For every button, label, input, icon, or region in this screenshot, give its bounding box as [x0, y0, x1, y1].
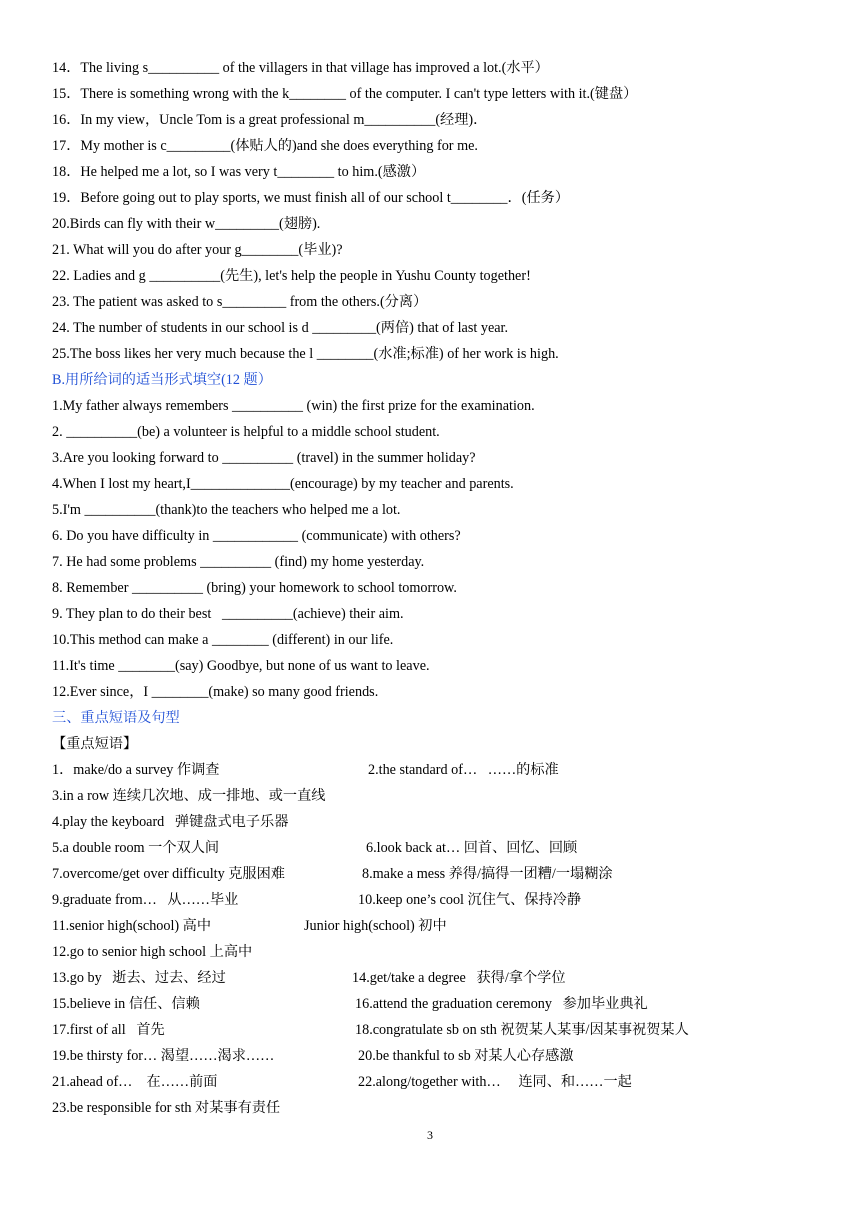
phrase-item: 12.go to senior high school 上高中 — [52, 944, 253, 960]
phrase-item: 23.be responsible for sth 对某事有责任 — [52, 1100, 281, 1116]
phrase-item: 16.attend the graduation ceremony 参加毕业典礼 — [355, 996, 648, 1012]
exercise-line: 18．He helped me a lot, so I was very t________ to him.(感激） — [52, 164, 426, 180]
exercise-line: 24. The number of students in our school is d _________(两倍) that of last year. — [52, 320, 509, 336]
exercise-line: 12.Ever since，I ________(make) so many good friends. — [52, 684, 379, 700]
phrase-item: 17.first of all 首先 — [52, 1022, 165, 1038]
exercise-line: 2. __________(be) a volunteer is helpful to a middle school student. — [52, 424, 440, 440]
phrase-item: 13.go by 逝去、过去、经过 — [52, 970, 226, 986]
section-b-heading: B.用所给词的适当形式填空(12 题） — [52, 372, 272, 388]
exercise-line: 6. Do you have difficulty in ____________ (communicate) with others? — [52, 528, 461, 544]
phrase-item: 21.ahead of… 在……前面 — [52, 1074, 218, 1090]
exercise-line: 9. They plan to do their best __________(achieve) their aim. — [52, 606, 404, 622]
exercise-line: 22. Ladies and g __________(先生), let's help the people in Yushu County together! — [52, 268, 531, 284]
phrase-item: 5.a double room 一个双人间 — [52, 840, 220, 856]
phrase-item: 19.be thirsty for… 渴望……渴求…… — [52, 1048, 275, 1064]
exercise-line: 10.This method can make a ________ (different) in our life. — [52, 632, 394, 648]
phrase-item: Junior high(school) 初中 — [304, 918, 447, 934]
phrase-item: 18.congratulate sb on sth 祝贺某人某事/因某事祝贺某人 — [355, 1022, 689, 1038]
section-3-heading: 三、重点短语及句型 — [52, 710, 180, 726]
exercise-line: 23. The patient was asked to s_________ from the others.(分离） — [52, 294, 428, 310]
phrase-item: 14.get/take a degree 获得/拿个学位 — [352, 970, 566, 986]
phrases-heading: 【重点短语】 — [52, 736, 138, 752]
phrase-item: 8.make a mess 养得/搞得一团糟/一塌糊涂 — [362, 866, 613, 882]
phrase-item: 7.overcome/get over difficulty 克服困难 — [52, 866, 285, 882]
phrase-item: 1．make/do a survey 作调查 — [52, 762, 220, 778]
exercise-line: 14．The living s__________ of the villagers in that village has improved a lot.(水平） — [52, 60, 549, 76]
exercise-line: 21. What will you do after your g________(毕业)? — [52, 242, 343, 258]
exercise-line: 15．There is something wrong with the k________ of the computer. I can't type letters with it.(键盘） — [52, 86, 638, 102]
phrase-item: 6.look back at… 回首、回忆、回顾 — [366, 840, 578, 856]
exercise-line: 17．My mother is c_________(体贴人的)and she does everything for me. — [52, 138, 478, 154]
exercise-line: 4.When I lost my heart,I______________(encourage) by my teacher and parents. — [52, 476, 514, 492]
phrase-item: 10.keep one’s cool 沉住气、保持冷静 — [358, 892, 582, 908]
phrase-item: 22.along/together with… 连同、和……一起 — [358, 1074, 632, 1090]
exercise-line: 7. He had some problems __________ (find) my home yesterday. — [52, 554, 425, 570]
exercise-line: 19．Before going out to play sports, we must finish all of our school t________．(任务） — [52, 190, 570, 206]
exercise-line: 20.Birds can fly with their w_________(翅膀). — [52, 216, 321, 232]
exercise-line: 5.I'm __________(thank)to the teachers who helped me a lot. — [52, 502, 401, 518]
phrase-item: 9.graduate from… 从……毕业 — [52, 892, 239, 908]
exercise-line: 16．In my view，Uncle Tom is a great professional m__________(经理)． — [52, 112, 488, 128]
phrase-item: 11.senior high(school) 高中 — [52, 918, 212, 934]
phrase-item: 2.the standard of… ……的标准 — [368, 762, 559, 778]
phrase-item: 3.in a row 连续几次地、成一排地、或一直线 — [52, 788, 326, 804]
page-number: 3 — [427, 1128, 433, 1142]
exercise-line: 3.Are you looking forward to __________ (travel) in the summer holiday? — [52, 450, 476, 466]
phrase-item: 20.be thankful to sb 对某人心存感激 — [358, 1048, 574, 1064]
exercise-line: 25.The boss likes her very much because the l ________(水准;标准) of her work is high. — [52, 346, 559, 362]
phrase-item: 15.believe in 信任、信赖 — [52, 996, 200, 1012]
exercise-line: 8. Remember __________ (bring) your homework to school tomorrow. — [52, 580, 457, 596]
exercise-line: 11.It's time ________(say) Goodbye, but none of us want to leave. — [52, 658, 430, 674]
exercise-line: 1.My father always remembers __________ (win) the first prize for the examination. — [52, 398, 535, 414]
phrase-item: 4.play the keyboard 弹键盘式电子乐器 — [52, 814, 289, 830]
